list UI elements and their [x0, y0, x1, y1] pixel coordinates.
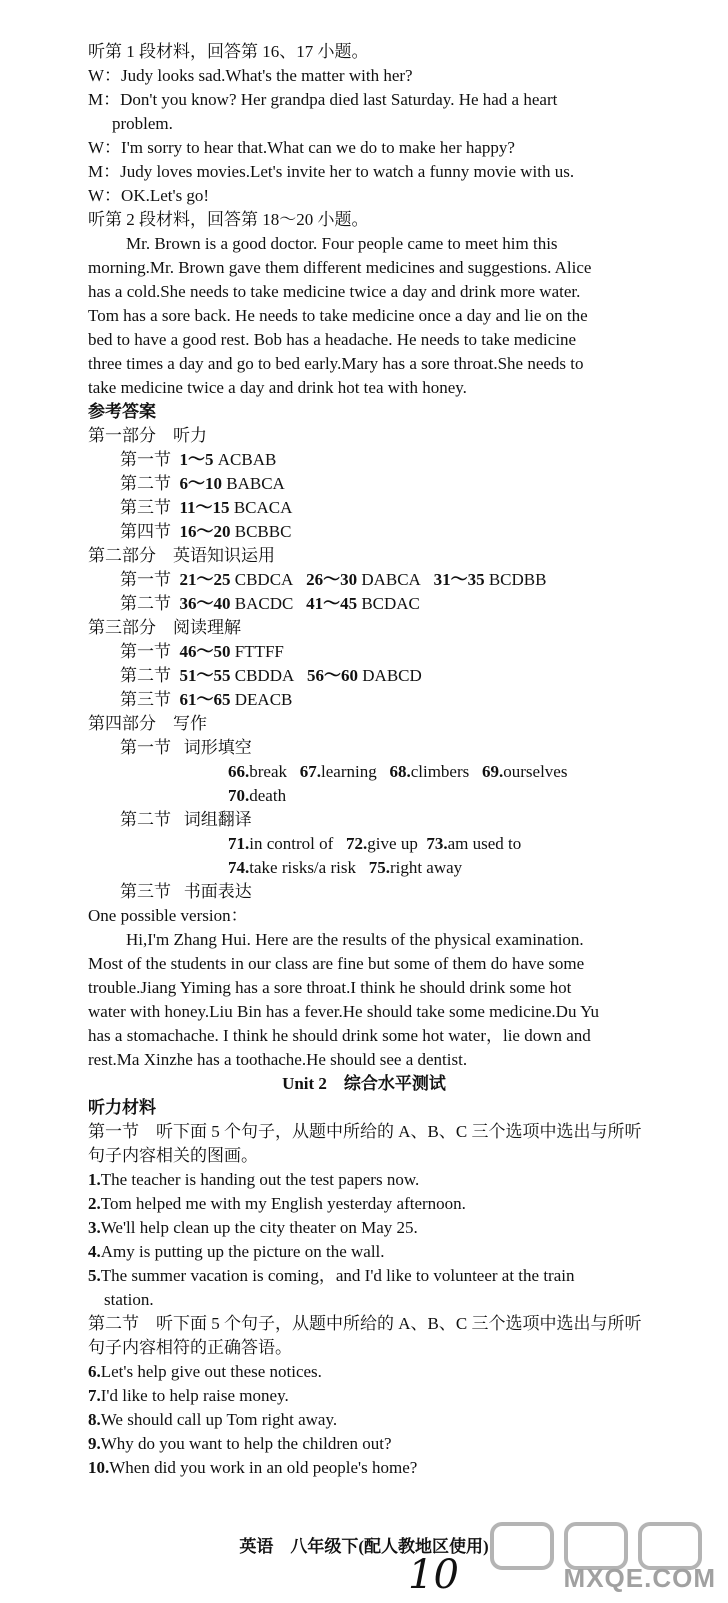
item-text: Tom helped me with my English yesterday afternoon. — [100, 1194, 466, 1213]
item-text: Let's help give out these notices. — [100, 1362, 322, 1381]
list-item — [88, 1168, 419, 1192]
watermark-text: MXQE.COM — [563, 1563, 716, 1593]
word-answer: climbers — [410, 762, 470, 781]
word-answers-row — [228, 760, 567, 784]
section-row — [120, 808, 252, 832]
item-number: 8. — [88, 1410, 101, 1429]
item-number: 70. — [228, 786, 250, 805]
dialogue-line: W：Judy looks sad.What's the matter with her? — [88, 66, 413, 85]
list-item — [88, 1240, 385, 1264]
page-footer: 英语 八年级下(配人教地区使用) — [239, 1537, 489, 1556]
listening1-heading: 听第 1 段材料，回答第 16、17 小题。 — [88, 42, 369, 61]
phrase-answers-row — [228, 856, 462, 880]
list-item — [88, 1360, 322, 1384]
item-number: 6. — [88, 1362, 101, 1381]
list-item — [88, 1432, 392, 1456]
answer-range: 31～35 — [433, 570, 485, 589]
answer-row — [120, 472, 285, 496]
answer-range: 16～20 — [179, 522, 231, 541]
passage-line: morning.Mr. Brown gave them different medicines and suggestions. Alice — [88, 258, 592, 277]
item-number: 7. — [88, 1386, 101, 1405]
answer-range: 21～25 — [179, 570, 231, 589]
answer-letters: ACBAB — [217, 450, 277, 469]
item-text: We'll help clean up the city theater on May 25. — [100, 1218, 418, 1237]
unit-title: Unit 2 综合水平测试 — [282, 1074, 446, 1093]
word-answer: death — [249, 786, 287, 805]
list-item — [88, 1408, 337, 1432]
item-text: The summer vacation is coming，and I'd like to volunteer at the train — [100, 1266, 575, 1285]
item-number: 4. — [88, 1242, 101, 1261]
phrase-answer: take risks/a risk — [249, 858, 356, 877]
list-item — [88, 1384, 289, 1408]
section-instruction: 第二节 听下面 5 个句子，从题中所给的 A、B、C 三个选项中选出与所听 — [88, 1314, 642, 1333]
word-answers-row — [228, 784, 286, 808]
section-row — [120, 880, 252, 904]
section-label: 第二节 — [120, 810, 171, 829]
answer-row — [120, 688, 292, 712]
section-label: 第二节 — [120, 594, 171, 613]
answer-range: 6～10 — [179, 474, 222, 493]
section-label: 第三节 — [120, 882, 171, 901]
section-label: 第二节 — [120, 474, 171, 493]
answer-range: 56～60 — [307, 666, 359, 685]
list-item — [88, 1192, 466, 1216]
section-name: 词形填空 — [183, 738, 252, 757]
answer-row — [120, 664, 422, 688]
item-number: 9. — [88, 1434, 101, 1453]
list-item-continuation: station. — [104, 1290, 154, 1309]
essay-intro: One possible version： — [88, 906, 248, 925]
phrase-answers-row — [228, 832, 521, 856]
phrase-answer: in control of — [249, 834, 334, 853]
answer-row — [120, 640, 284, 664]
answer-letters: DABCD — [362, 666, 422, 685]
passage-line: three times a day and go to bed early.Mary has a sore throat.She needs to — [88, 354, 584, 373]
answer-row — [120, 520, 291, 544]
item-number: 75. — [368, 858, 390, 877]
essay-line: rest.Ma Xinzhe has a toothache.He should see a dentist. — [88, 1050, 468, 1069]
item-number: 3. — [88, 1218, 101, 1237]
item-number: 5. — [88, 1266, 101, 1285]
item-text: Amy is putting up the picture on the wall. — [100, 1242, 385, 1261]
item-number: 74. — [228, 858, 250, 877]
phrase-answer: right away — [389, 858, 463, 877]
answer-range: 46～50 — [179, 642, 231, 661]
listening2-heading: 听第 2 段材料，回答第 18～20 小题。 — [88, 210, 369, 229]
dialogue-line: M：Don't you know? Her grandpa died last Saturday. He had a heart — [88, 90, 558, 109]
answer-letters: BABCA — [226, 474, 285, 493]
answer-letters: CBDCA — [234, 570, 294, 589]
item-number: 2. — [88, 1194, 101, 1213]
answer-range: 26～30 — [306, 570, 358, 589]
item-number: 72. — [346, 834, 368, 853]
part-title: 第三部分 阅读理解 — [88, 618, 241, 637]
section-instruction: 第一节 听下面 5 个句子，从题中所给的 A、B、C 三个选项中选出与所听 — [88, 1122, 642, 1141]
answer-row — [120, 448, 276, 472]
dialogue-line: W：I'm sorry to hear that.What can we do to make her happy? — [88, 138, 515, 157]
section-label: 第一节 — [120, 642, 171, 661]
passage-line: Mr. Brown is a good doctor. Four people came to meet him this — [126, 234, 558, 253]
item-number: 1. — [88, 1170, 101, 1189]
item-text: I'd like to help raise money. — [100, 1386, 289, 1405]
list-item — [88, 1216, 418, 1240]
item-text: Why do you want to help the children out? — [100, 1434, 392, 1453]
section-label: 第四节 — [120, 522, 171, 541]
section-label: 第三节 — [120, 498, 171, 517]
section-instruction: 句子内容相关的图画。 — [88, 1146, 258, 1165]
item-number: 10. — [88, 1458, 110, 1477]
passage-line: take medicine twice a day and drink hot tea with honey. — [88, 378, 467, 397]
item-text: We should call up Tom right away. — [100, 1410, 338, 1429]
word-answer: learning — [321, 762, 377, 781]
answer-letters: FTTFF — [234, 642, 284, 661]
answer-letters: BCDBB — [488, 570, 547, 589]
word-answer: break — [249, 762, 288, 781]
answer-row — [120, 592, 420, 616]
section-label: 第一节 — [120, 450, 171, 469]
section-instruction: 句子内容相符的正确答语。 — [88, 1338, 292, 1357]
item-number: 69. — [482, 762, 504, 781]
item-number: 73. — [426, 834, 448, 853]
answer-range: 51～55 — [179, 666, 231, 685]
answer-range: 11～15 — [179, 498, 230, 517]
section-label: 第一节 — [120, 738, 171, 757]
essay-line: Hi,I'm Zhang Hui. Here are the results of the physical examination. — [126, 930, 584, 949]
answer-row — [120, 496, 292, 520]
list-item — [88, 1456, 417, 1480]
watermark-logo — [486, 1520, 724, 1598]
dialogue-line: M：Judy loves movies.Let's invite her to watch a funny movie with us. — [88, 162, 575, 181]
dialogue-line: problem. — [112, 114, 173, 133]
section-label: 第一节 — [120, 570, 171, 589]
item-number: 68. — [389, 762, 411, 781]
answers-heading: 参考答案 — [88, 402, 156, 421]
item-number: 66. — [228, 762, 250, 781]
part-title: 第一部分 听力 — [88, 426, 207, 445]
item-text: When did you work in an old people's home? — [109, 1458, 418, 1477]
essay-line: trouble.Jiang Yiming has a sore throat.I think he should drink some hot — [88, 978, 572, 997]
materials-heading: 听力材料 — [88, 1098, 156, 1117]
phrase-answer: am used to — [447, 834, 522, 853]
section-name: 书面表达 — [183, 882, 252, 901]
answer-letters: BCDAC — [361, 594, 420, 613]
section-label: 第二节 — [120, 666, 171, 685]
answer-letters: DEACB — [234, 690, 293, 709]
answer-row — [120, 568, 546, 592]
part-title: 第四部分 写作 — [88, 714, 207, 733]
dialogue-line: W：OK.Let's go! — [88, 186, 210, 205]
section-row — [120, 736, 252, 760]
answer-range: 61～65 — [179, 690, 231, 709]
word-answer: ourselves — [503, 762, 568, 781]
passage-line: Tom has a sore back. He needs to take medicine once a day and lie on the — [88, 306, 588, 325]
section-label: 第三节 — [120, 690, 171, 709]
item-text: The teacher is handing out the test papers now. — [100, 1170, 420, 1189]
passage-line: has a cold.She needs to take medicine twice a day and drink more water. — [88, 282, 581, 301]
answer-range: 1～5 — [179, 450, 214, 469]
part-title: 第二部分 英语知识运用 — [88, 546, 275, 565]
essay-line: water with honey.Liu Bin has a fever.He should take some medicine.Du Yu — [88, 1002, 599, 1021]
section-name: 词组翻译 — [183, 810, 252, 829]
answer-letters: DABCA — [361, 570, 421, 589]
item-number: 67. — [299, 762, 322, 781]
page-number: 10 — [408, 1552, 459, 1598]
answer-range: 41～45 — [306, 594, 358, 613]
essay-line: Most of the students in our class are fine but some of them do have some — [88, 954, 585, 973]
answer-letters: BACDC — [234, 594, 294, 613]
answer-letters: CBDDA — [234, 666, 295, 685]
item-number: 71. — [228, 834, 250, 853]
passage-line: bed to have a good rest. Bob has a headache. He needs to take medicine — [88, 330, 577, 349]
answer-letters: BCACA — [233, 498, 293, 517]
answer-range: 36～40 — [179, 594, 231, 613]
list-item — [88, 1264, 574, 1288]
phrase-answer: give up — [367, 834, 418, 853]
answer-letters: BCBBC — [234, 522, 292, 541]
essay-line: has a stomachache. I think he should drink some hot water，lie down and — [88, 1026, 591, 1045]
